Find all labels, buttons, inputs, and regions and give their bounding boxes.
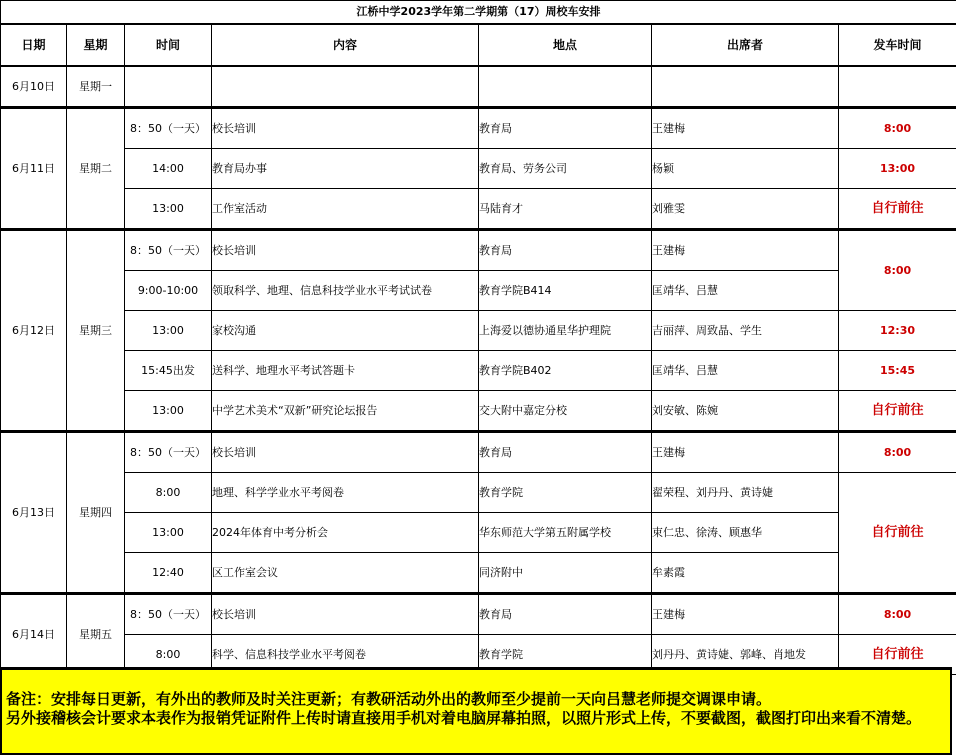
- content-cell: 中学艺术美术“双新”研究论坛报告: [212, 391, 479, 432]
- weekday-cell: 星期五: [67, 594, 125, 675]
- table-row: [1, 351, 956, 391]
- attendee-cell: 吉丽萍、周致晶、学生: [652, 311, 839, 351]
- content-cell: [212, 66, 479, 108]
- content-cell: 校长培训: [212, 594, 479, 635]
- notes-box: [0, 667, 952, 755]
- content-cell: 科学、信息科技学业水平考阅卷: [212, 635, 479, 675]
- time-cell: 8：50（一天）: [125, 594, 212, 635]
- place-cell: 教育学院: [479, 635, 652, 675]
- attendee-cell: 刘丹丹、黄诗婕、郭峰、肖地发: [652, 635, 839, 675]
- time-cell: 12:40: [125, 553, 212, 594]
- note-line: 备注：安排每日更新，有外出的教师及时关注更新；有教研活动外出的教师至少提前一天向吕慧老师提交调课申请。: [6, 690, 772, 708]
- content-cell: 工作室活动: [212, 189, 479, 230]
- time-cell: 14:00: [125, 149, 212, 189]
- time-cell: 9:00-10:00: [125, 271, 212, 311]
- header-content: 内容: [212, 24, 479, 66]
- table-row: [1, 311, 956, 351]
- attendee-cell: 王建梅: [652, 432, 839, 473]
- content-cell: 区工作室会议: [212, 553, 479, 594]
- header-row: [1, 24, 956, 66]
- table-row: [1, 473, 956, 513]
- departure-cell: 12:30: [839, 311, 956, 351]
- attendee-cell: 匡靖华、吕慧: [652, 351, 839, 391]
- header-attendee: 出席者: [652, 24, 839, 66]
- attendee-cell: 王建梅: [652, 230, 839, 271]
- header-place: 地点: [479, 24, 652, 66]
- page-title: 江桥中学2023学年第二学期第（17）周校车安排: [1, 1, 956, 25]
- table-row: [1, 594, 956, 635]
- place-cell: 教育学院B402: [479, 351, 652, 391]
- departure-cell: 15:45: [839, 351, 956, 391]
- content-cell: 校长培训: [212, 108, 479, 149]
- attendee-cell: 王建梅: [652, 594, 839, 635]
- date-cell: 6月11日: [1, 108, 67, 230]
- place-cell: 教育局: [479, 594, 652, 635]
- weekday-cell: 星期三: [67, 230, 125, 432]
- place-cell: 上海爱以德协通星华护理院: [479, 311, 652, 351]
- attendee-cell: 束仁忠、徐涛、顾惠华: [652, 513, 839, 553]
- content-cell: 校长培训: [212, 432, 479, 473]
- place-cell: 交大附中嘉定分校: [479, 391, 652, 432]
- time-cell: 13:00: [125, 311, 212, 351]
- time-cell: 8：50（一天）: [125, 108, 212, 149]
- time-cell: 15:45出发: [125, 351, 212, 391]
- place-cell: 教育局: [479, 432, 652, 473]
- table-row: [1, 391, 956, 432]
- time-cell: 8：50（一天）: [125, 432, 212, 473]
- weekday-cell: 星期一: [67, 66, 125, 108]
- table-row: [1, 553, 956, 594]
- departure-cell: 自行前往: [839, 391, 956, 432]
- attendee-cell: 匡靖华、吕慧: [652, 271, 839, 311]
- table-row: [1, 66, 956, 108]
- table-row: [1, 230, 956, 271]
- time-cell: 13:00: [125, 391, 212, 432]
- departure-cell: 8:00: [839, 230, 956, 311]
- time-cell: 8:00: [125, 473, 212, 513]
- attendee-cell: 牟素霞: [652, 553, 839, 594]
- header-date: 日期: [1, 24, 67, 66]
- table-row: [1, 432, 956, 473]
- attendee-cell: 杨颖: [652, 149, 839, 189]
- content-cell: 地理、科学学业水平考阅卷: [212, 473, 479, 513]
- table-row: [1, 108, 956, 149]
- attendee-cell: 刘雅雯: [652, 189, 839, 230]
- place-cell: [479, 66, 652, 108]
- content-cell: 送科学、地理水平考试答题卡: [212, 351, 479, 391]
- date-cell: 6月12日: [1, 230, 67, 432]
- departure-cell: 自行前往: [839, 635, 956, 675]
- table-row: [1, 271, 956, 311]
- departure-cell: 8:00: [839, 432, 956, 473]
- departure-cell: 13:00: [839, 149, 956, 189]
- header-weekday: 星期: [67, 24, 125, 66]
- place-cell: 教育局: [479, 230, 652, 271]
- place-cell: 同济附中: [479, 553, 652, 594]
- departure-cell: 自行前往: [839, 189, 956, 230]
- table-row: [1, 149, 956, 189]
- header-time: 时间: [125, 24, 212, 66]
- header-departure: 发车时间: [839, 24, 956, 66]
- note-line: 另外接稽核会计要求本表作为报销凭证附件上传时请直接用手机对着电脑屏幕拍照，以照片形式上传，不要截图，截图打印出来看不清楚。: [6, 709, 922, 727]
- place-cell: 华东师范大学第五附属学校: [479, 513, 652, 553]
- time-cell: 13:00: [125, 189, 212, 230]
- date-cell: 6月13日: [1, 432, 67, 594]
- place-cell: 教育局、劳务公司: [479, 149, 652, 189]
- date-cell: 6月14日: [1, 594, 67, 675]
- content-cell: 教育局办事: [212, 149, 479, 189]
- time-cell: [125, 66, 212, 108]
- attendee-cell: 刘安敏、陈婉: [652, 391, 839, 432]
- place-cell: 马陆育才: [479, 189, 652, 230]
- content-cell: 家校沟通: [212, 311, 479, 351]
- time-cell: 13:00: [125, 513, 212, 553]
- table-row: [1, 513, 956, 553]
- content-cell: 领取科学、地理、信息科技学业水平考试试卷: [212, 271, 479, 311]
- departure-cell: 自行前往: [839, 473, 956, 594]
- departure-cell: 8:00: [839, 594, 956, 635]
- departure-cell: 8:00: [839, 108, 956, 149]
- attendee-cell: 王建梅: [652, 108, 839, 149]
- weekday-cell: 星期四: [67, 432, 125, 594]
- departure-cell: [839, 66, 956, 108]
- attendee-cell: 翟荣程、刘丹丹、黄诗婕: [652, 473, 839, 513]
- date-cell: 6月10日: [1, 66, 67, 108]
- place-cell: 教育局: [479, 108, 652, 149]
- content-cell: 2024年体育中考分析会: [212, 513, 479, 553]
- content-cell: 校长培训: [212, 230, 479, 271]
- place-cell: 教育学院: [479, 473, 652, 513]
- time-cell: 8:00: [125, 635, 212, 675]
- time-cell: 8：50（一天）: [125, 230, 212, 271]
- weekday-cell: 星期二: [67, 108, 125, 230]
- attendee-cell: [652, 66, 839, 108]
- place-cell: 教育学院B414: [479, 271, 652, 311]
- table-row: [1, 189, 956, 230]
